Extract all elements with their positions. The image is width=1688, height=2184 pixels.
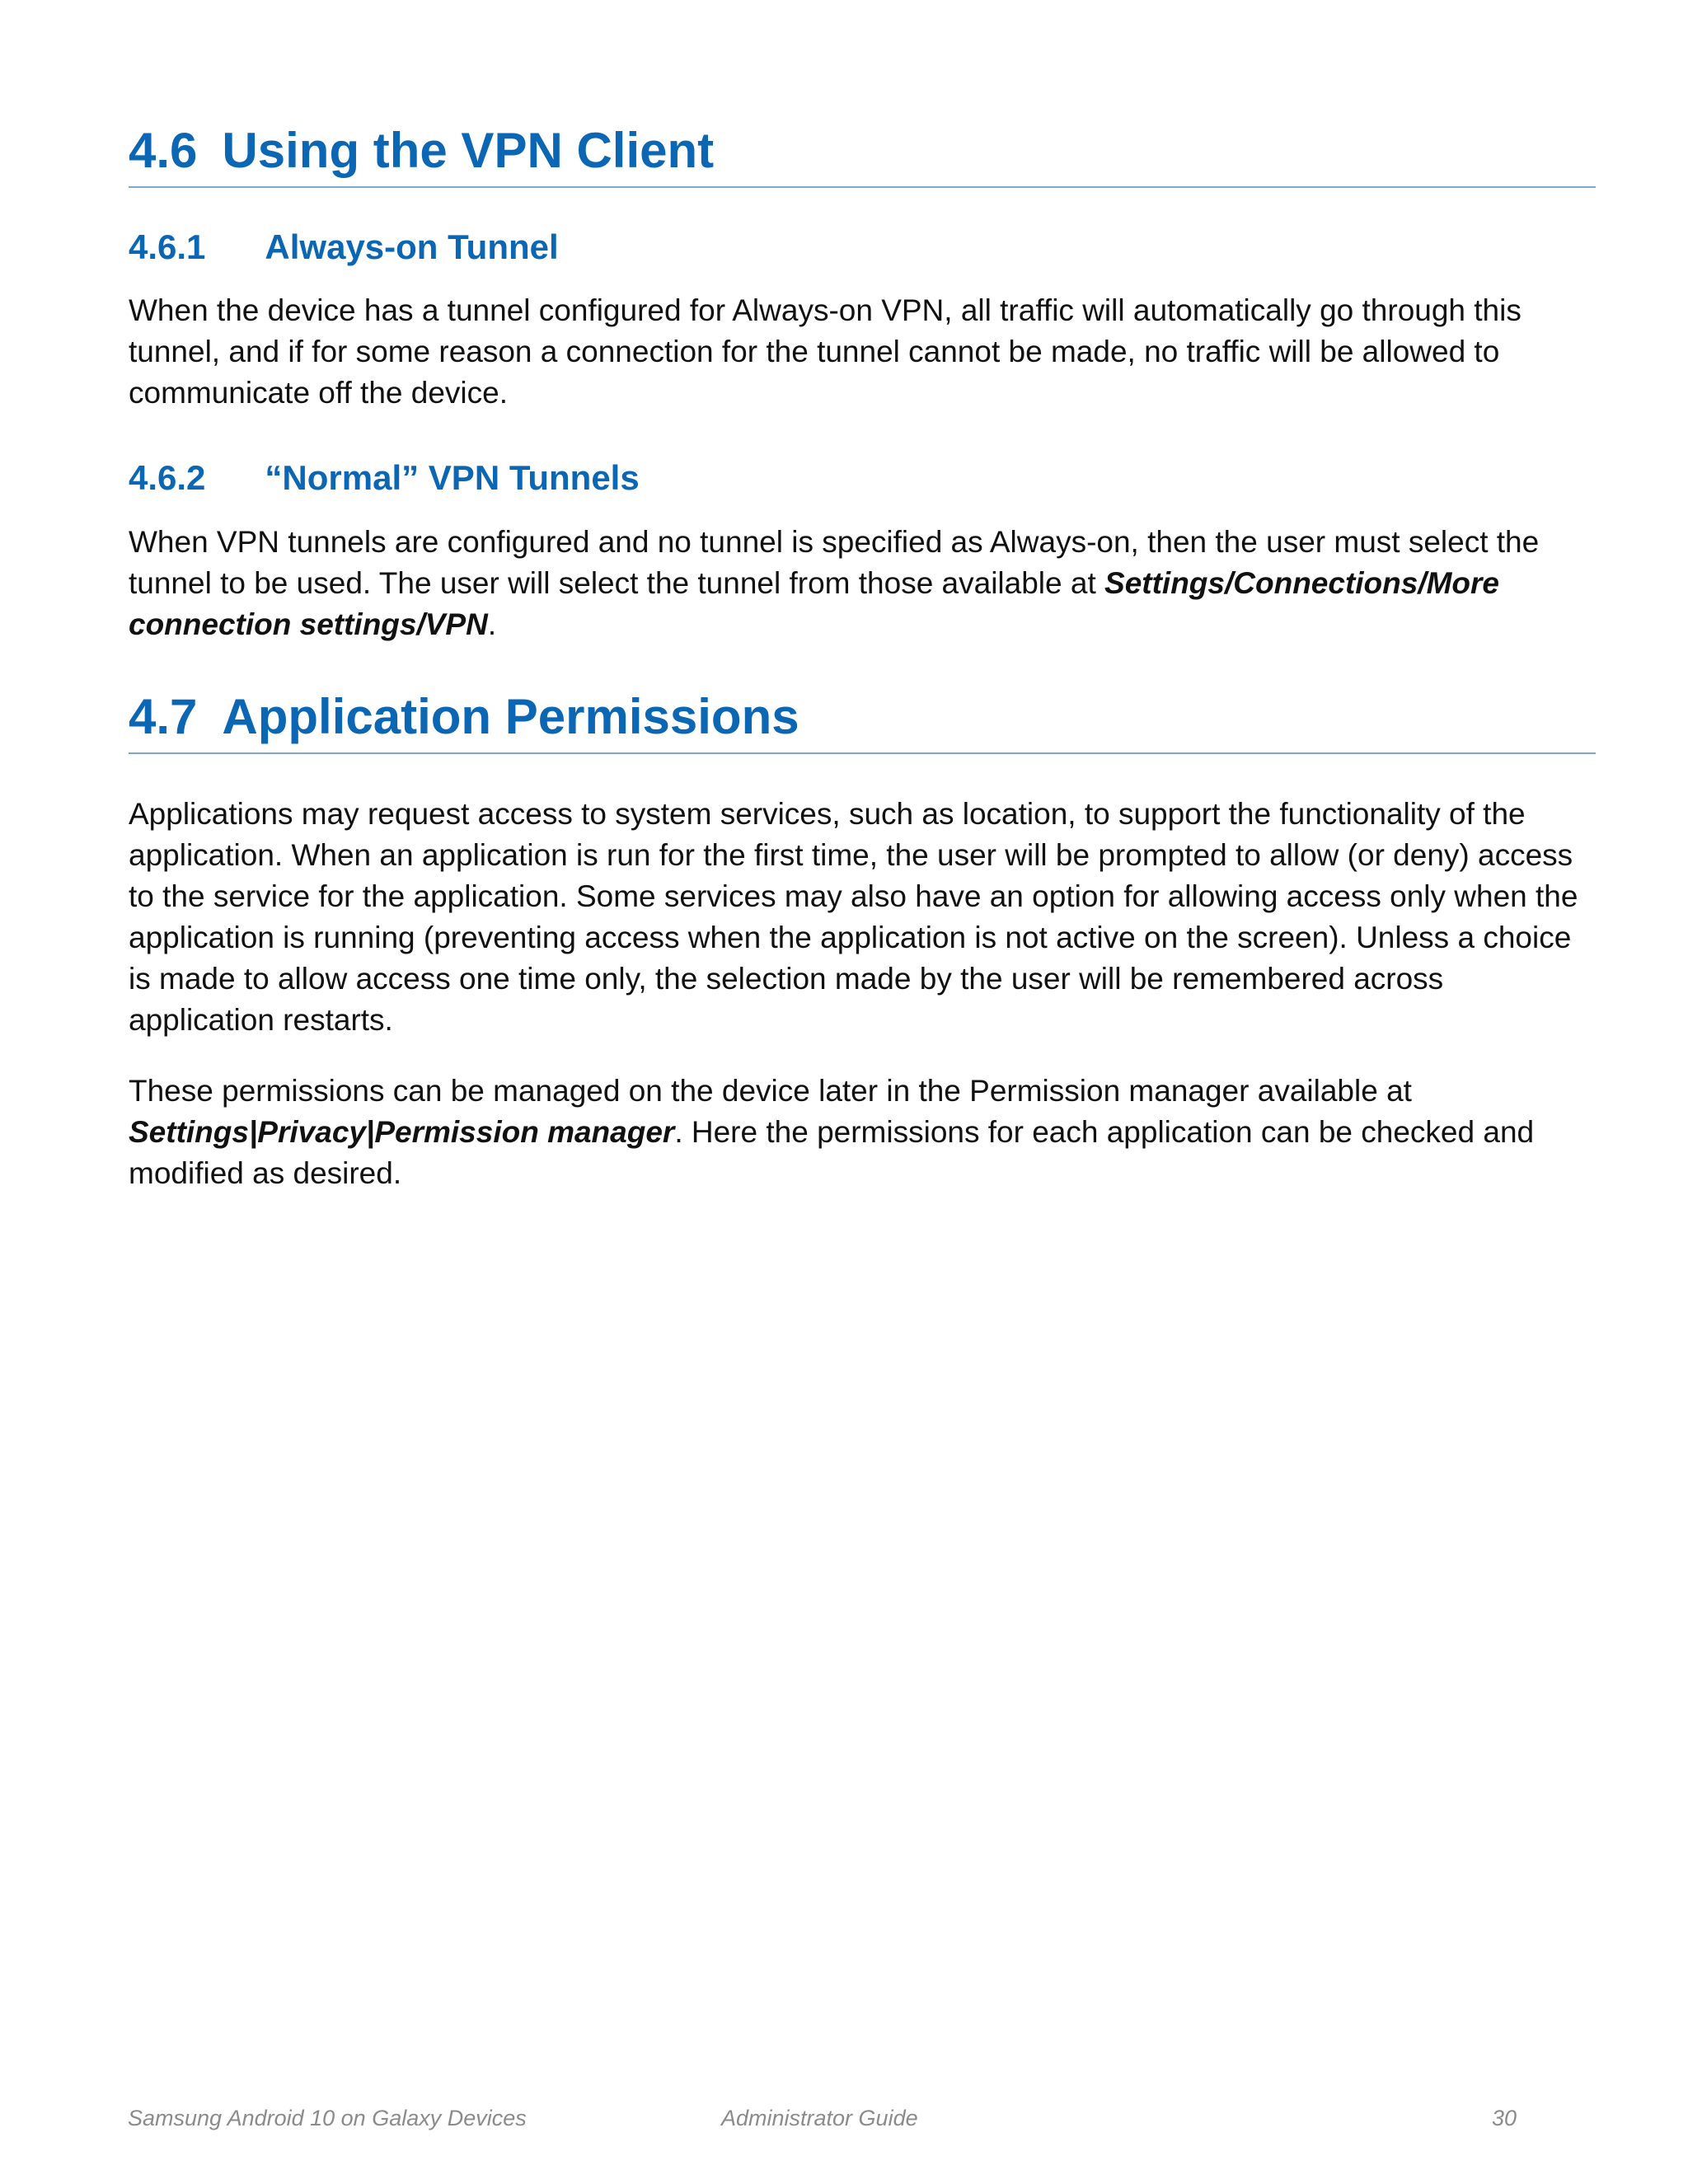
- paragraph-text-end: .: [487, 607, 497, 641]
- permission-manager-path: Settings|Privacy|Permission manager: [129, 1114, 675, 1149]
- paragraph-text-end: . Here the permissions for each application can be checked and modified as desired.: [129, 1114, 1535, 1190]
- page-content: [129, 124, 1596, 1224]
- paragraph-application-permissions: Applications may request access to system services, such as location, to support the functionality of the application. When an application is run for the first time, the user will be prompted to allow (or deny) access to the service for the application. Some services may also have an option for allowing access only when the application is running (preventing access when the application is not active on the screen). Unless a choice is made to allow access one time only, the selection made by the user will be remembered across application restarts.: [129, 796, 1578, 1037]
- subsection-number: 4.6.2: [129, 458, 206, 498]
- spacer: [129, 443, 1596, 458]
- paragraph-normal-vpn-tunnels: [129, 522, 1596, 645]
- spacer: [129, 675, 1596, 690]
- section-heading-4-6: [129, 124, 1596, 188]
- paragraph-always-on-tunnel: When the device has a tunnel configured for Always-on VPN, all traffic will automatically go through this tunnel, and if for some reason a connection for the tunnel cannot be made, no traffic will be allowed to communicate off the device.: [129, 293, 1522, 410]
- subsection-title: Always-on Tunnel: [265, 227, 559, 266]
- section-number: 4.6: [129, 123, 198, 178]
- footer-document-title: Samsung Android 10 on Galaxy Devices: [128, 2106, 527, 2130]
- settings-path: Settings/Connections/More connection settings/VPN: [129, 565, 1500, 641]
- paragraph-text: These permissions can be managed on the device later in the Permission manager available at: [129, 1073, 1412, 1108]
- section-heading-4-7: [129, 690, 1596, 754]
- section-title: Using the VPN Client: [222, 123, 715, 178]
- subsection-number: 4.6.1: [129, 227, 206, 266]
- paragraph-permission-manager: [129, 1071, 1596, 1194]
- subsection-title: “Normal” VPN Tunnels: [265, 458, 640, 498]
- subsection-heading-4-6-1: [129, 227, 1596, 267]
- section-number: 4.7: [129, 688, 198, 744]
- subsection-heading-4-6-2: [129, 458, 1596, 498]
- footer-guide-name: Administrator Guide: [721, 2106, 918, 2130]
- section-title: Application Permissions: [222, 688, 799, 744]
- paragraph-text: When VPN tunnels are configured and no tunnel is specified as Always-on, then the user must select the tunnel to be used. The user will select the tunnel from those available at: [129, 524, 1540, 600]
- footer-page-number: 30: [1492, 2106, 1517, 2130]
